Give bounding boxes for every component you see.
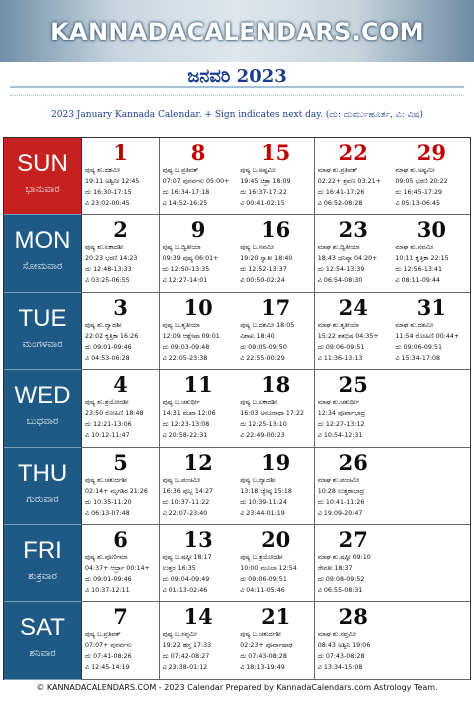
day-name-kannada: ಭಾನುವಾರ [25,184,60,195]
date-number: 12 [183,449,213,475]
date-cell[interactable] [392,293,470,370]
visha-text: ವಿ 11:36-13:13 [317,354,363,362]
tithi-text: ಪುಷ್ಯ ಬ.ಪಂಚಮೀ [162,476,201,484]
date-number: 14 [183,604,213,630]
day-name-english: TUE [18,304,67,332]
durmuhurta-text: ದು 12:25-13:10 [240,421,287,429]
nakshatra-text: 08:43 ಅಶ್ವಿನಿ 19:06 [317,642,371,650]
visha-text: ವಿ 14:52-16:25 [162,200,208,207]
tithi-text: ಪುಷ್ಯ ಶು.ಏಕಾದಶೀ [85,244,124,252]
day-label-sun [4,138,82,215]
visha-text: ವಿ 08:11-09:44 [395,277,441,285]
date-number: 7 [113,604,128,630]
tithi-text: ಪುಷ್ಯ ಶು.ತ್ರಯೋದಶೀ [85,399,129,407]
nakshatra-text: 19:22 ಹಸ್ತ 17:33 [162,642,212,650]
visha-text: ವಿ 00:41-02:15 [240,200,285,207]
date-number: 6 [113,527,128,552]
date-number: 2 [113,217,128,243]
date-number: 30 [416,217,446,243]
day-name-kannada: ಬುಧವಾರ [26,416,59,428]
date-cell[interactable] [82,602,160,679]
date-cell[interactable] [82,525,160,602]
nakshatra-text: 07:07+ ಪುನರ್ವಸು [85,642,132,650]
tithi-text: ಪುಷ್ಯ ಬ.ಪ್ರತಿಪತ್ [85,631,121,639]
nakshatra-text: 12:09 ಆಶ್ಲೇಷಾ 09:01 [162,332,220,340]
durmuhurta-text: ದು 12:52-13:37 [240,266,287,274]
durmuhurta-text: ದು 09:01-09:46 [85,576,132,583]
nakshatra-text: 23:50 ರೋಹಿಣಿ 18:48 [85,410,144,418]
tithi-text: ಮಾಘ ಶು.ಸಪ್ತಮೀ [317,631,356,639]
week-row-sat [4,602,470,679]
durmuhurta-text: ದು 16:37-17:22 [240,189,287,196]
date-cell[interactable] [315,525,393,602]
visha-text: ವಿ 01:13-02:46 [162,587,208,594]
date-number: 20 [261,527,291,552]
date-number: 21 [261,604,291,630]
durmuhurta-text: ದು 12:56-13:41 [395,266,443,274]
visha-text: ವಿ 13:34-15:08 [317,664,363,672]
date-number: 15 [261,140,291,165]
visha-text: ವಿ 04:11-05:46 [240,587,285,594]
date-cell[interactable] [392,138,470,215]
durmuhurta-text: ದು 12:54-13:39 [317,266,365,274]
durmuhurta-text: ದು 12:27-13:12 [317,421,365,429]
week-row-wed [4,370,470,447]
empty-cell [392,525,470,602]
visha-text: ವಿ 22:49-00:23 [240,432,285,440]
visha-text: ವಿ 20:58-22:31 [162,432,208,440]
visha-text: ವಿ 22:07-23:40 [162,509,208,517]
visha-text: ವಿ 10:12-11:47 [85,432,130,440]
nakshatra-text: 12:34 ಪೂರ್ವಾಭಾದ್ರ [317,410,366,418]
visha-text: ವಿ 15:34-17:08 [395,354,441,362]
durmuhurta-text: ದು 12:48-13:33 [85,266,132,274]
empty-cell [392,602,470,679]
day-name-english: THU [17,459,68,487]
date-number: 16 [261,217,291,243]
day-label-fri [4,525,82,602]
tithi-text: ಪುಷ್ಯ ಬ.ಚತುರ್ಥೀ [162,399,200,407]
nakshatra-text: 02:23+ ಪೂರ್ವಾಷಾಢ [240,642,293,650]
day-name-kannada: ಶನಿವಾರ [29,648,56,660]
tithi-text: ಪುಷ್ಯ ಬ.ದ್ವಿತೀಯಾ [162,244,201,252]
date-cell[interactable] [160,215,238,292]
nakshatra-text: 04:37+ ಆರ್ದ್ರಾ 00:14+ [85,565,150,572]
nakshatra-text: 15:22 ಶತಭಿಷ 04:35+ [317,332,379,340]
date-number: 22 [338,140,368,165]
nakshatra-text: 02:22+ ಶ್ರವಣ 03:21+ [317,178,381,185]
date-cell[interactable] [315,448,393,525]
date-number: 26 [338,449,368,475]
empty-cell [392,448,470,525]
tithi-text: ಮಾಘ ಶು.ದಶಮೀ [395,321,434,329]
tithi-text: ಪುಷ್ಯ ಬ.ತ್ರಯೋದಶೀ [240,554,283,561]
durmuhurta-text: ದು 07:41-08:26 [85,653,132,661]
date-number: 10 [183,294,213,320]
day-name-kannada: ಗುರುವಾರ [26,493,59,505]
date-number: 29 [416,140,446,165]
tithi-text: ಪುಷ್ಯ ಬ.ತೃತೀಯಾ [162,321,200,329]
nakshatra-text: 18:43 ಧನಿಷ್ಠಾ 04:20+ [317,255,378,263]
nakshatra-text: 11:54 ರೋಹಿಣಿ 00:44+ [395,332,460,340]
visha-text: ವಿ 22:05-23:38 [162,354,208,362]
durmuhurta-text: ದು 09:06-09:51 [317,343,365,351]
date-number: 25 [338,372,368,398]
tithi-text: ಪುಷ್ಯ ಬ.ಚತುರ್ದಶೀ [240,631,281,639]
nakshatra-text: 10:28 ಉತ್ತರಾಭಾದ್ರ [317,487,365,495]
date-cell[interactable] [160,448,238,525]
site-name[interactable]: KANNADACALENDARS.COM [50,18,424,46]
visha-text: ವಿ 10:37-12:11 [85,587,130,594]
visha-text: ವಿ 03:25-06:55 [85,277,130,285]
date-number: 11 [183,372,213,398]
visha-text: ವಿ 12:45-14:19 [85,664,130,672]
date-cell[interactable] [237,215,315,292]
date-cell[interactable] [160,293,238,370]
nakshatra-text: 09:05 ಭರಣಿ 20:22 [395,178,448,185]
date-number: 28 [338,604,368,630]
date-number: 31 [416,294,446,320]
week-row-thu [4,448,470,525]
date-cell[interactable] [160,525,238,602]
tithi-text: ಪುಷ್ಯ ಬ.ದಶಮೀ 18:05 [240,321,295,329]
date-number: 1 [113,140,128,165]
visha-text: ವಿ 18:13-19:49 [240,664,285,672]
nakshatra-text: 19:11 ಅಶ್ವಿನೀ 12:45 [85,178,140,185]
day-name-english: SAT [20,614,65,642]
durmuhurta-text: ದು 16:41-17:26 [317,189,365,196]
visha-text: ವಿ 23:44-01:19 [240,509,285,517]
nakshatra-text: ಉತ್ತರ 16:35 [162,565,196,572]
visha-text: ವಿ 12:27-14:01 [162,277,208,285]
date-cell[interactable] [160,602,238,679]
visha-text: ವಿ 06:54-08:30 [317,277,363,285]
durmuhurta-text: ದು 10:39-11:24 [240,498,287,506]
durmuhurta-text: ದು 16:34-17:18 [162,189,210,196]
nakshatra-text: 02:14+ ಮೃಗಶಿರ 21:26 [85,487,148,495]
date-cell[interactable] [82,448,160,525]
decorative-border [10,86,464,96]
date-number: 4 [113,372,128,398]
durmuhurta-text: ದು 09:06-09:51 [395,343,443,351]
date-cell[interactable] [237,525,315,602]
empty-cell [392,370,470,447]
durmuhurta-text: ದು 16:30-17:15 [85,189,132,196]
date-number: 23 [338,217,368,243]
date-cell[interactable] [392,215,470,292]
day-label-thu [4,448,82,525]
day-label-sat [4,602,82,679]
tithi-text: ಪುಷ್ಯ ಶು.ದಶಮೀ [85,167,121,174]
date-cell[interactable] [315,602,393,679]
nakshatra-text: 20:23 ಭರಣಿ 14:23 [85,255,138,263]
tithi-text: ಮಾಘ ಶು.ಅಷ್ಟಮೀ [395,167,435,174]
date-cell[interactable] [160,138,238,215]
date-cell[interactable] [82,293,160,370]
durmuhurta-text: ದು 12:50-13:35 [162,266,210,274]
durmuhurta-text: ದು 09:06-09:51 [240,576,287,583]
nakshatra-text: 19:45 ಚಿತ್ರಾ 18:09 [240,178,291,185]
tithi-text: ಪುಷ್ಯ ಶು.ಪೂರ್ಣಿಮಾ [85,554,128,561]
tithi-text: ಮಾಘ ಶು.ಷಷ್ಠೀ 09:10 [317,554,371,561]
nakshatra-text: 14:31 ಮಖಾ 12:06 [162,410,216,418]
nakshatra-text: 07:07 ಪುನರ್ವಸು 05:00+ [162,178,230,185]
tithi-text: ಪುಷ್ಯ ಬ.ದ್ವಾದಶೀ [240,476,276,484]
durmuhurta-text: ದು 10:35-11:20 [85,498,132,506]
day-name-kannada: ಸೋಮವಾರ [22,261,63,273]
visha-text: ವಿ 05:13-06:45 [395,200,441,207]
day-label-mon [4,215,82,292]
durmuhurta-text: ದು 12:21-13:06 [85,421,132,429]
visha-text: ವಿ 06:52-08:28 [317,200,363,207]
durmuhurta-text: ದು 07:43-08:28 [240,653,287,661]
date-number: 19 [261,449,291,475]
day-name-kannada: ಶುಕ್ರವಾರ [28,571,57,582]
visha-text: ವಿ 23:38-01:12 [162,664,208,672]
date-number: 5 [113,449,128,475]
visha-text: ವಿ 00:50-02:24 [240,277,285,285]
week-row-fri [4,525,470,602]
day-name-english: MON [14,227,71,255]
nakshatra-text: 22:02 ಕೃತ್ತಿಕಾ 16:26 [85,332,139,340]
tithi-text: ಪುಷ್ಯ ಬ.ಏಕಾದಶೀ [240,399,278,407]
nakshatra-text: 13:18 ಜ್ಯೇಷ್ಠ 15:18 [240,487,292,495]
durmuhurta-text: ದು 09:04-09:49 [162,576,210,583]
day-label-tue [4,293,82,370]
tithi-text: ಪುಷ್ಯ ಬ.ನವಮೀ [240,244,275,252]
date-cell[interactable] [315,293,393,370]
tithi-text: ಪುಷ್ಯ ಬ.ಷಷ್ಠೀ 18:17 [162,554,212,561]
date-cell[interactable] [160,370,238,447]
week-row-tue [4,293,470,370]
tithi-text: ಮಾಘ ಶು.ಪ್ರತಿಪತ್ [317,167,358,174]
durmuhurta-text: ದು 07:42-08:27 [162,653,210,661]
tithi-text: ಪುಷ್ಯ ಬ.ಸಪ್ತಮೀ [162,631,197,639]
durmuhurta-text: ದು 09:08-09:52 [317,576,365,583]
tithi-text: ಪುಷ್ಯ ಶು.ಚತುರ್ದಶೀ [85,476,127,484]
week-row-mon [4,215,470,292]
tithi-text: ಮಾಘ ಶು.ದ್ವಿತೀಯಾ [317,244,360,252]
tithi-text: ಮಾಘ ಶು.ಚತುರ್ಥೀ [317,399,359,407]
calendar-grid [3,137,471,680]
day-name-english: FRI [23,537,62,564]
date-number: 27 [338,527,368,552]
date-cell[interactable] [237,448,315,525]
date-number: 18 [261,372,291,398]
nakshatra-text: 09:39 ಪುಷ್ಯ 06:01+ [162,255,219,263]
nakshatra-text: 10:11 ಕೃತ್ತಿಕಾ 22:15 [395,255,449,263]
date-cell[interactable] [237,370,315,447]
date-number: 17 [261,294,291,320]
nakshatra-text: 16:36 ಪುಬ್ಬ 14:27 [162,487,213,495]
date-cell[interactable] [82,370,160,447]
durmuhurta-text: ದು 09:03-09:48 [162,343,210,351]
calendar-subtitle: 2023 January Kannada Calendar. + Sign indicates next day. (ದು: ದುರ್ಮುಹೂರ್ತ, ವಿ: ವಿಷ) [51,110,423,120]
nakshatra-text: ರೇವತೀ 18:37 [317,565,353,572]
tithi-text: ಮಾಘ ಶು.ತೃತೀಯಾ [317,321,359,329]
durmuhurta-text: ದು 07:43-08:28 [317,653,365,661]
durmuhurta-text: ದು 10:41-11:26 [317,498,365,506]
nakshatra-text: ವಿಶಾಖ 18:40 [240,332,275,340]
date-cell[interactable] [315,370,393,447]
month-title: ಜನವರಿ 2023 [187,66,287,87]
date-number: 13 [183,527,213,552]
nakshatra-text: 16:03 ಅನೂರಾಧಾ 17:22 [240,410,304,418]
date-cell[interactable] [315,215,393,292]
date-cell[interactable] [237,293,315,370]
date-number: 9 [190,217,206,243]
date-cell[interactable] [82,138,160,215]
durmuhurta-text: ದು 09:01-09:46 [85,343,132,351]
day-label-wed [4,370,82,447]
date-cell[interactable] [237,602,315,679]
footer-credit: © KANNADACALENDARS.COM - 2023 Calendar Prepared by KannadaCalendars.com Astrology Team. [36,683,438,692]
tithi-text: ಮಾಘ ಶು.ನವಮೀ [395,244,434,252]
durmuhurta-text: ದು 10:37-11:22 [162,498,210,506]
visha-text: ವಿ 10:54-12:31 [317,432,363,440]
visha-text: ವಿ 04:53-06:28 [85,354,130,362]
date-number: 24 [338,294,368,320]
day-name-english: WED [14,382,71,410]
date-cell[interactable] [82,215,160,292]
tithi-text: ಪುಷ್ಯ ಬ.ಅಷ್ಟಮೀ [240,167,276,174]
nakshatra-text: 19:20 ಸ್ವಾತೀ 18:40 [240,255,293,263]
tithi-text: ಪುಷ್ಯ ಬ.ಪ್ರತಿಪತ್ [162,167,199,174]
week-row-sun [4,138,470,215]
date-cell[interactable] [315,138,393,215]
visha-text: ವಿ 22:55-00:29 [240,354,285,362]
visha-text: ವಿ 19:09-20:47 [317,509,363,517]
tithi-text: ಮಾಘ ಶು.ಪಂಚಮೀ [317,476,360,484]
durmuhurta-text: ದು 12:23-13:08 [162,421,210,429]
day-name-kannada: ಮಂಗಳವಾರ [22,338,63,350]
date-cell[interactable] [237,138,315,215]
durmuhurta-text: ದು 16:45-17:29 [395,189,443,196]
nakshatra-text: 10:00 ಮೂಲಾ 12:54 [240,565,297,572]
date-number: 3 [113,294,128,320]
tithi-text: ಪುಷ್ಯ ಶು.ದ್ವಾದಶೀ [85,321,122,329]
day-name-english: SUN [17,150,68,177]
durmuhurta-text: ದು 09:05-09:50 [240,343,287,351]
visha-text: ವಿ 23:02-00:45 [85,200,130,207]
visha-text: ವಿ 06:13-07:48 [85,509,130,517]
date-number: 8 [190,140,206,165]
visha-text: ವಿ 06:55-08:31 [317,587,363,594]
